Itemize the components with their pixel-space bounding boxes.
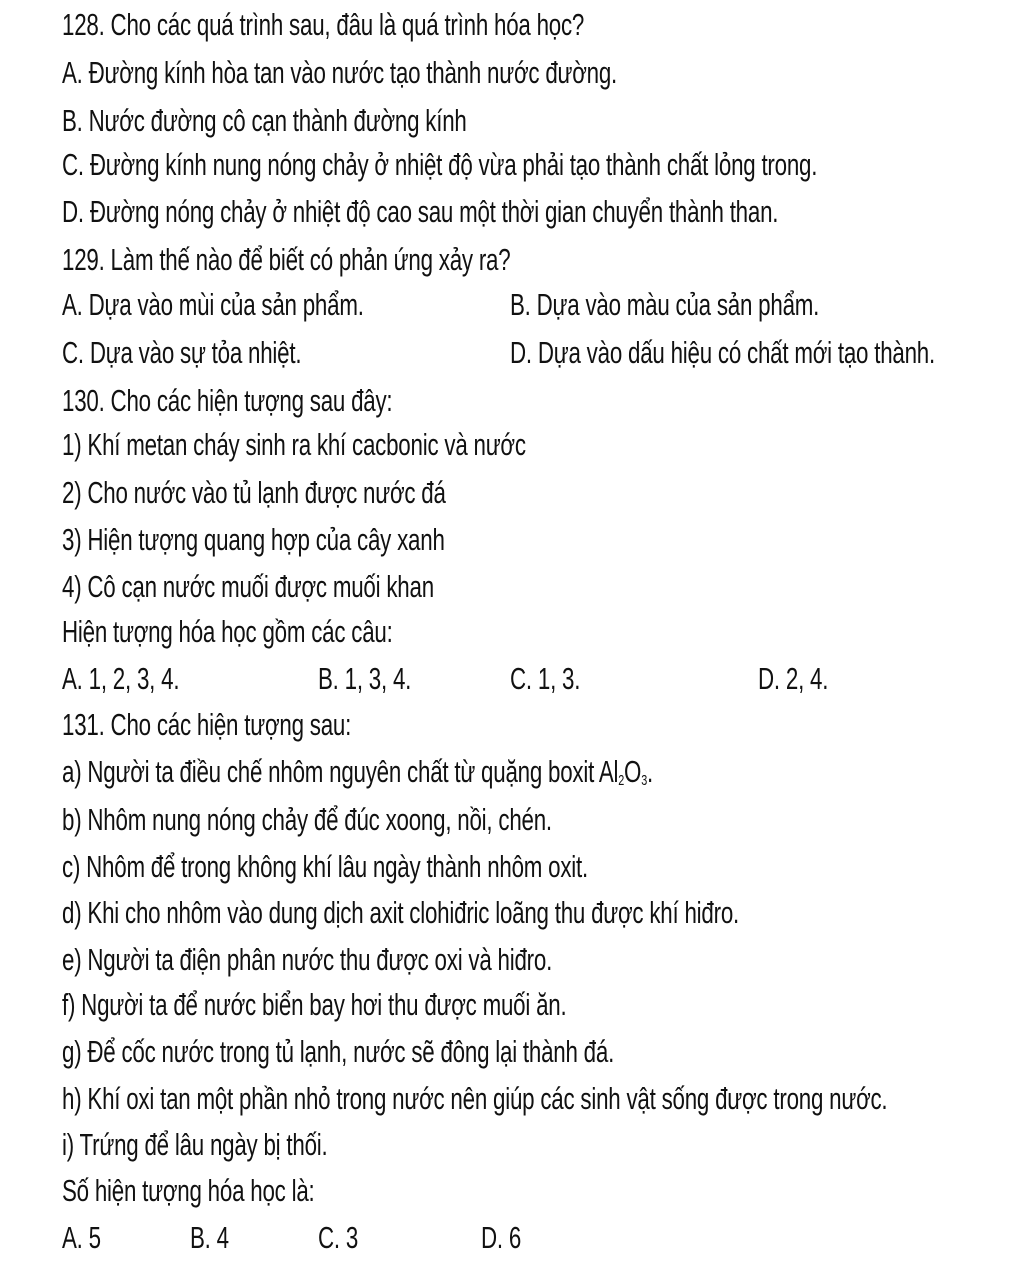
question-130-option-c: C. 1, 3. [510, 661, 581, 696]
question-131-stem: 131. Cho các hiện tượng sau: [62, 707, 352, 742]
question-128-option-a: A. Đường kính hòa tan vào nước tạo thành nước đường. [62, 55, 618, 90]
question-131-item-f: f) Người ta để nước biển bay hơi thu được muối ăn. [62, 987, 567, 1022]
formula-subscript-2: 2 [618, 772, 625, 789]
question-129-stem: 129. Làm thế nào để biết có phản ứng xảy ra? [62, 242, 511, 277]
question-129-option-d: D. Dựa vào dấu hiệu có chất mới tạo thành. [510, 335, 936, 370]
question-130-item-1: 1) Khí metan cháy sinh ra khí cacbonic và nước [62, 427, 526, 462]
question-129-option-b: B. Dựa vào màu của sản phẩm. [510, 287, 820, 322]
question-128-option-d: D. Đường nóng chảy ở nhiệt độ cao sau một thời gian chuyển thành than. [62, 194, 779, 229]
question-131-item-a-text: a) Người ta điều chế nhôm nguyên chất từ quặng boxit Al [62, 754, 619, 789]
question-128-stem: 128. Cho các quá trình sau, đâu là quá trình hóa học? [62, 7, 585, 42]
question-129-option-c: C. Dựa vào sự tỏa nhiệt. [62, 335, 302, 370]
question-130-stem: 130. Cho các hiện tượng sau đây: [62, 383, 393, 418]
question-131-prompt: Số hiện tượng hóa học là: [62, 1173, 315, 1208]
question-129-option-a: A. Dựa vào mùi của sản phẩm. [62, 287, 364, 322]
question-130-prompt: Hiện tượng hóa học gồm các câu: [62, 614, 393, 649]
question-131-item-e: e) Người ta điện phân nước thu được oxi và hiđro. [62, 942, 553, 977]
question-130-option-b: B. 1, 3, 4. [318, 661, 412, 696]
question-131-item-d: d) Khi cho nhôm vào dung dịch axit clohiđric loãng thu được khí hiđro. [62, 895, 740, 930]
question-131-item-b: b) Nhôm nung nóng chảy để đúc xoong, nồi, chén. [62, 802, 552, 837]
formula-subscript-3: 3 [641, 772, 648, 789]
question-131-item-g: g) Để cốc nước trong tủ lạnh, nước sẽ đông lại thành đá. [62, 1034, 615, 1069]
question-130-option-d: D. 2, 4. [758, 661, 829, 696]
question-131-item-i: i) Trứng để lâu ngày bị thối. [62, 1127, 328, 1162]
question-130-option-a: A. 1, 2, 3, 4. [62, 661, 180, 696]
formula-oxygen: O [624, 754, 642, 789]
question-131-option-d: D. 6 [481, 1220, 522, 1255]
question-131-option-b: B. 4 [190, 1220, 229, 1255]
question-130-item-3: 3) Hiện tượng quang hợp của cây xanh [62, 522, 445, 557]
question-131-item-a-end: . [647, 754, 654, 789]
question-131-option-c: C. 3 [318, 1220, 359, 1255]
question-131-item-h: h) Khí oxi tan một phần nhỏ trong nước nên giúp các sinh vật sống được trong nước. [62, 1081, 888, 1116]
question-131-item-c: c) Nhôm để trong không khí lâu ngày thành nhôm oxit. [62, 849, 589, 884]
question-128-option-b: B. Nước đường cô cạn thành đường kính [62, 103, 467, 138]
question-130-item-2: 2) Cho nước vào tủ lạnh được nước đá [62, 475, 446, 510]
question-128-option-c: C. Đường kính nung nóng chảy ở nhiệt độ vừa phải tạo thành chất lỏng trong. [62, 147, 818, 182]
question-131-option-a: A. 5 [62, 1220, 101, 1255]
question-131-item-a [62, 749, 653, 795]
question-130-item-4: 4) Cô cạn nước muối được muối khan [62, 569, 434, 604]
